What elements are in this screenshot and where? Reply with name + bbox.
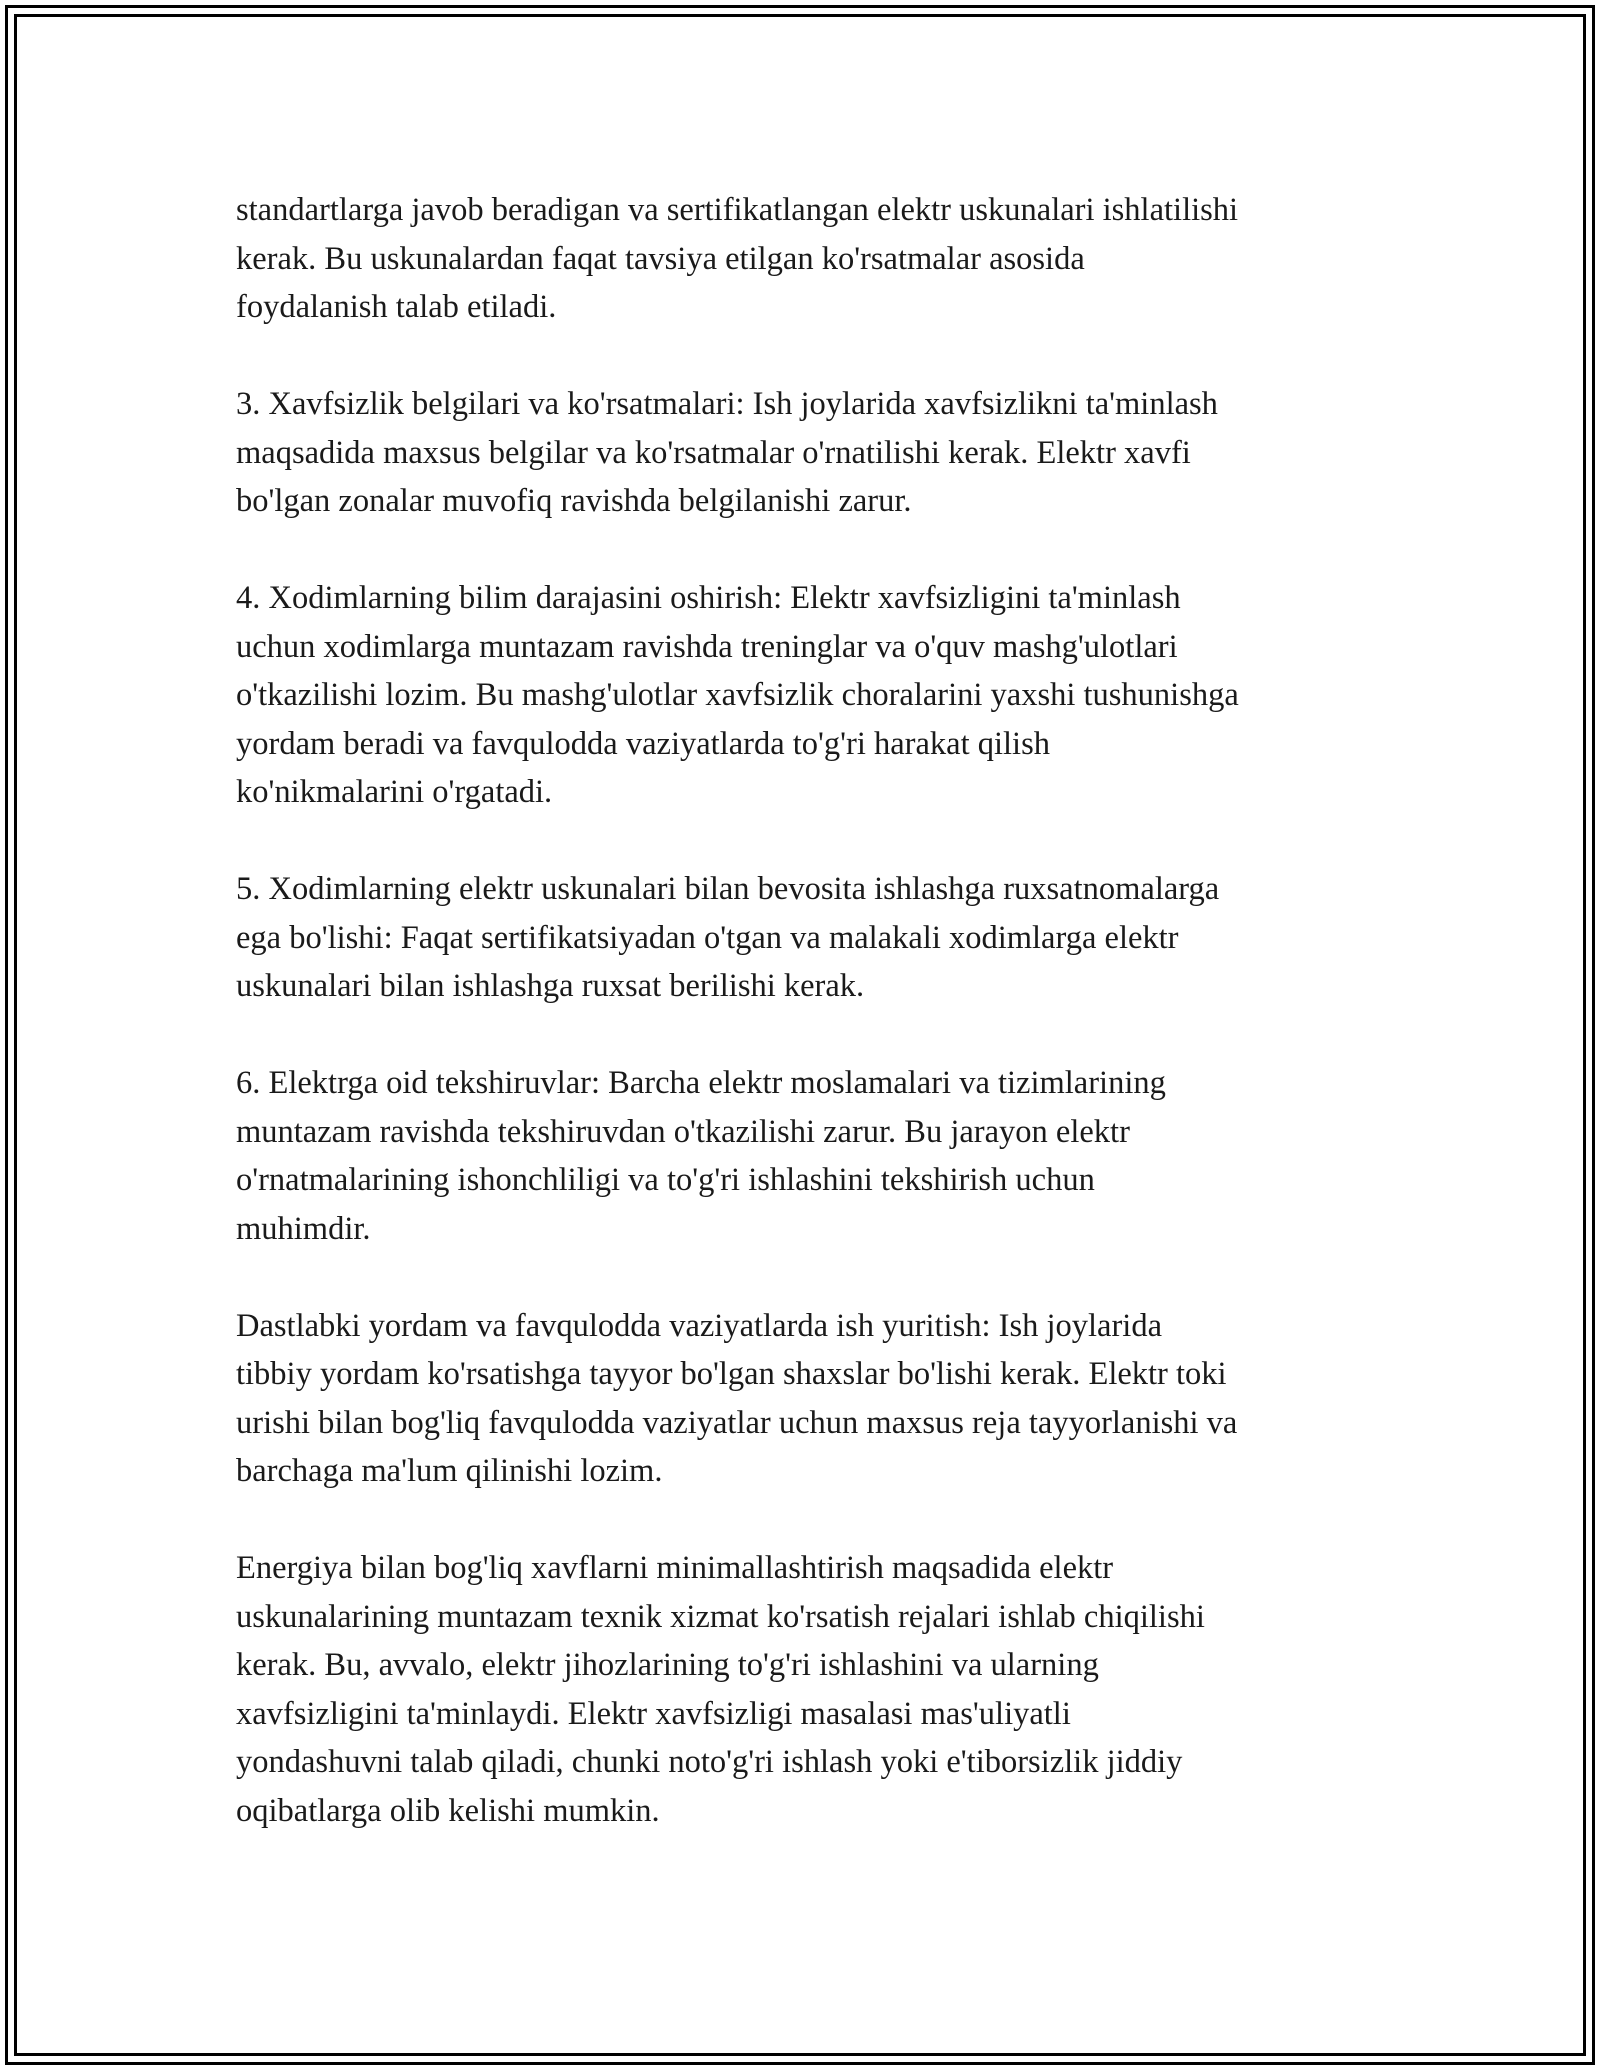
text-line: oqibatlarga olib kelishi mumkin. <box>236 1792 660 1829</box>
text-line: o'rnatmalarining ishonchliligi va to'g'ri ishlashini tekshirish uchun <box>236 1162 1095 1198</box>
text-line: yondashuvni talab qiladi, chunki noto'g'ri ishlash yoki e'tiborsizlik jiddiy <box>236 1744 1183 1780</box>
text-line: xavfsizligini ta'minlaydi. Elektr xavfsizligi masalasi mas'uliyatli <box>236 1695 1071 1732</box>
text-line: uskunalarining muntazam texnik xizmat ko'rsatish rejalari ishlab chiqilishi <box>236 1598 1205 1635</box>
paragraph-maintenance <box>236 1544 1386 1835</box>
text-line: barchaga ma'lum qilinishi lozim. <box>236 1453 663 1489</box>
text-line: urishi bilan bog'liq favqulodda vaziyatlar uchun maxsus reja tayyorlanishi va <box>236 1404 1238 1441</box>
paragraph-safety-signs <box>236 380 1386 526</box>
text-line: muhimdir. <box>236 1210 371 1247</box>
document-body <box>236 186 1386 1884</box>
paragraph-first-aid <box>236 1302 1386 1496</box>
text-line: foydalanish talab etiladi. <box>236 289 557 325</box>
text-line: ega bo'lishi: Faqat sertifikatsiyadan o'tgan va malakali xodimlarga elektr <box>236 919 1179 956</box>
paragraph-continuation <box>236 186 1386 332</box>
text-line: standartlarga javob beradigan va sertifikatlangan elektr uskunalari ishlatilishi <box>236 192 1239 228</box>
paragraph-electrical-inspections <box>236 1059 1386 1253</box>
text-line: uskunalari bilan ishlashga ruxsat berilishi kerak. <box>236 968 865 1004</box>
text-line: 5. Xodimlarning elektr uskunalari bilan bevosita ishlashga ruxsatnomalarga <box>236 871 1220 907</box>
text-line: bo'lgan zonalar muvofiq ravishda belgilanishi zarur. <box>236 483 912 519</box>
paragraph-staff-permits <box>236 865 1386 1011</box>
text-line: yordam beradi va favqulodda vaziyatlarda to'g'ri harakat qilish <box>236 725 1050 762</box>
text-line: o'tkazilishi lozim. Bu mashg'ulotlar xavfsizlik choralarini yaxshi tushunishga <box>236 677 1239 713</box>
text-line: kerak. Bu uskunalardan faqat tavsiya etilgan ko'rsatmalar asosida <box>236 240 1085 277</box>
text-line: 4. Xodimlarning bilim darajasini oshirish: Elektr xavfsizligini ta'minlash <box>236 580 1181 616</box>
text-line: Energiya bilan bog'liq xavflarni minimallashtirish maqsadida elektr <box>236 1550 1114 1586</box>
text-line: kerak. Bu, avvalo, elektr jihozlarining to'g'ri ishlashini va ularning <box>236 1647 1099 1683</box>
text-line: 6. Elektrga oid tekshiruvlar: Barcha elektr moslamalari va tizimlarining <box>236 1065 1166 1101</box>
text-line: uchun xodimlarga muntazam ravishda treninglar va o'quv mashg'ulotlari <box>236 628 1178 665</box>
text-line: 3. Xavfsizlik belgilari va ko'rsatmalari: Ish joylarida xavfsizlikni ta'minlash <box>236 386 1218 422</box>
text-line: ko'nikmalarini o'rgatadi. <box>236 774 553 810</box>
text-line: Dastlabki yordam va favqulodda vaziyatlarda ish yuritish: Ish joylarida <box>236 1307 1162 1344</box>
text-line: muntazam ravishda tekshiruvdan o'tkazilishi zarur. Bu jarayon elektr <box>236 1113 1130 1150</box>
text-line: tibbiy yordam ko'rsatishga tayyor bo'lgan shaxslar bo'lishi kerak. Elektr toki <box>236 1356 1227 1392</box>
paragraph-staff-training <box>236 574 1386 817</box>
text-line: maqsadida maxsus belgilar va ko'rsatmalar o'rnatilishi kerak. Elektr xavfi <box>236 434 1191 471</box>
